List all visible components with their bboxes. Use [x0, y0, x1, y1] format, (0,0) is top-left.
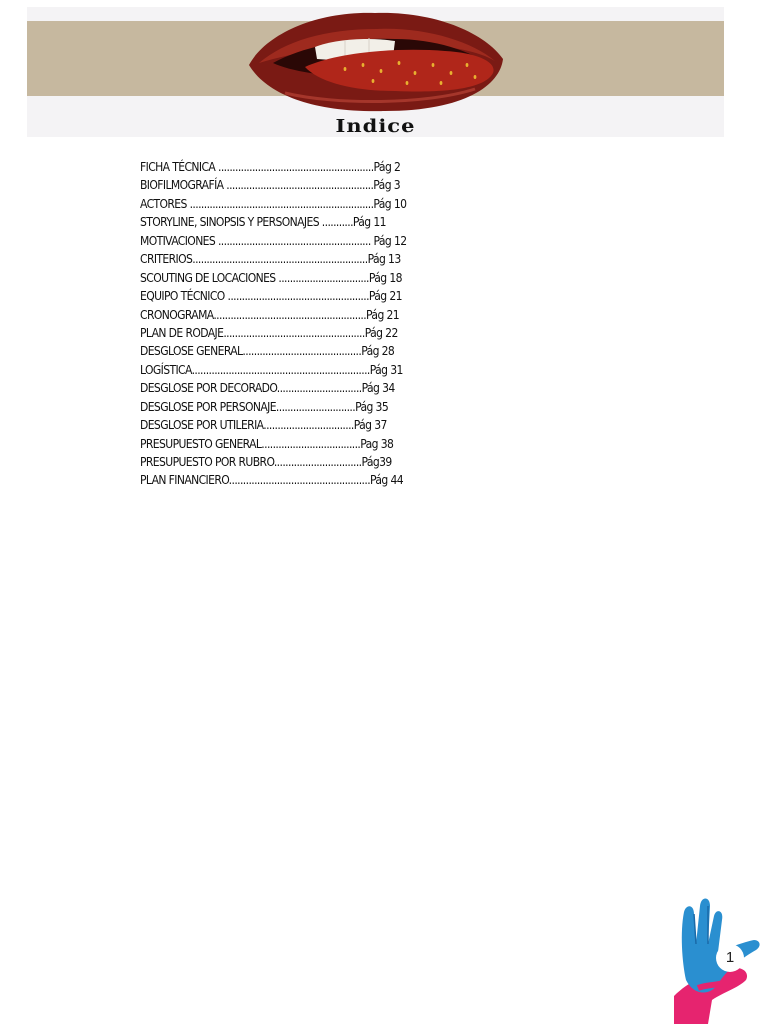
page-title: Indice: [335, 114, 416, 137]
toc-entry[interactable]: CRITERIOS..............................................................Pág 13: [140, 252, 401, 267]
toc-entry[interactable]: DESGLOSE POR UTILERIA................................Pág 37: [140, 418, 387, 433]
toc-entry[interactable]: ACTORES .................................................................Pág 10: [140, 196, 407, 211]
table-of-contents: [140, 158, 440, 490]
toc-entry[interactable]: PRESUPUESTO GENERAL...................................Pag 38: [140, 436, 394, 451]
toc-entry[interactable]: DESGLOSE POR PERSONAJE............................Pág 35: [140, 399, 389, 414]
toc-entry[interactable]: DESGLOSE POR DECORADO..............................Pág 34: [140, 381, 395, 396]
toc-entry[interactable]: PRESUPUESTO POR RUBRO...............................Pág39: [140, 455, 392, 469]
toc-entry[interactable]: SCOUTING DE LOCACIONES ................................Pág 18: [140, 270, 402, 285]
header-banner: [27, 7, 724, 137]
toc-entry[interactable]: STORYLINE, SINOPSIS Y PERSONAJES ...........Pág 11: [140, 215, 386, 230]
toc-entry[interactable]: DESGLOSE GENERAL..........................................Pág 28: [140, 344, 395, 359]
toc-entry[interactable]: PLAN FINANCIERO..................................................Pág 44: [140, 473, 404, 488]
toc-entry[interactable]: EQUIPO TÉCNICO ..................................................Pág 21: [140, 289, 402, 304]
toc-entry[interactable]: MOTIVACIONES ...................................................... Pág 12: [140, 233, 407, 248]
lips-strawberry-icon: [245, 7, 507, 115]
toc-entry[interactable]: FICHA TÉCNICA .......................................................Pág 2: [140, 160, 401, 174]
toc-entry[interactable]: PLAN DE RODAJE..................................................Pág 22: [140, 325, 398, 340]
toc-entry[interactable]: LOGÍSTICA...............................................................Pág 31: [140, 362, 403, 377]
page-number: 1: [716, 944, 744, 972]
toc-entry[interactable]: CRONOGRAMA......................................................Pág 21: [140, 307, 400, 322]
toc-entry[interactable]: BIOFILMOGRAFÍA ....................................................Pág 3: [140, 178, 401, 193]
